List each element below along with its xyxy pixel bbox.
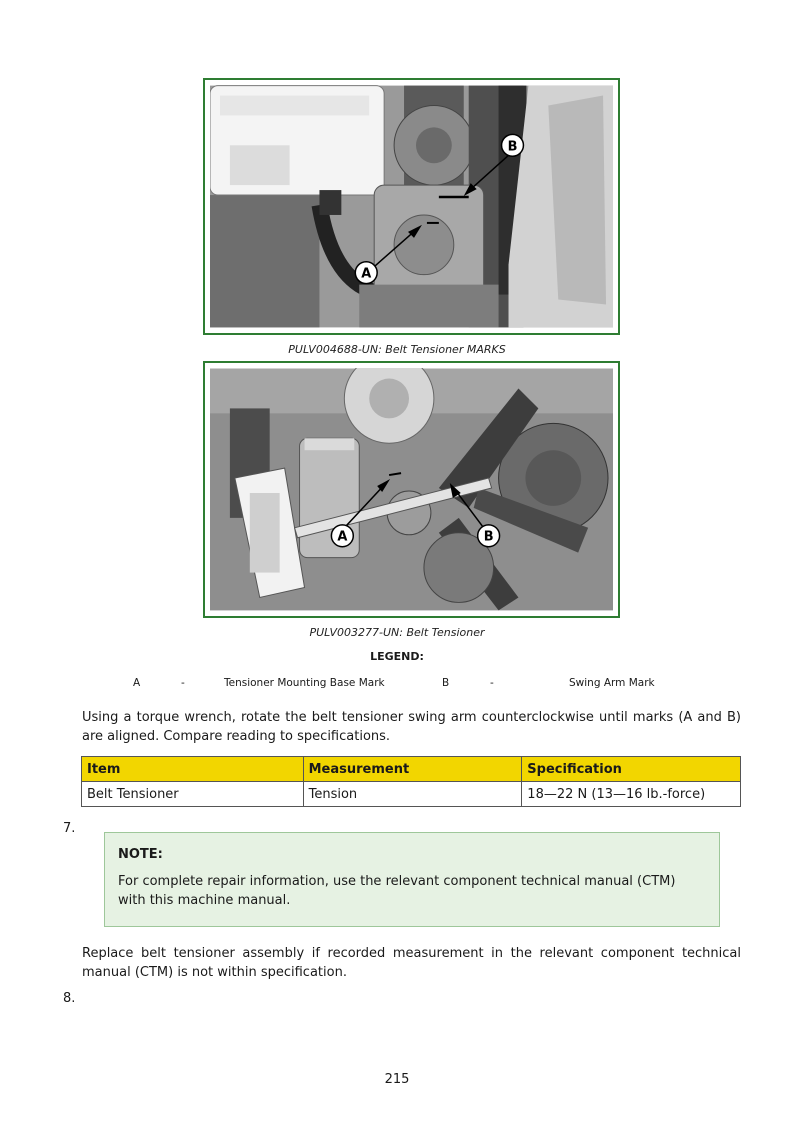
note-text: For complete repair information, use the relevant component technical manual (CTM) with this machine manual. bbox=[118, 874, 676, 908]
legend-title: LEGEND: bbox=[370, 650, 424, 663]
note-box bbox=[104, 832, 720, 927]
column-header-item: Item bbox=[82, 757, 304, 782]
figure-belt-tensioner-marks bbox=[203, 78, 620, 335]
column-header-measurement: Measurement bbox=[303, 757, 522, 782]
legend-key-b: B bbox=[442, 677, 450, 689]
step-number-7: 7. bbox=[63, 821, 76, 836]
figure-caption: PULV003277-UN: Belt Tensioner bbox=[309, 626, 485, 639]
callout-b-label: B bbox=[507, 139, 518, 155]
note-title: NOTE: bbox=[118, 847, 163, 862]
table-cell: 18—22 N (13—16 lb.-force) bbox=[522, 782, 741, 807]
callout-a-label: A bbox=[361, 266, 372, 282]
callout-b-label: B bbox=[483, 529, 494, 545]
callout-a-label: A bbox=[337, 529, 348, 545]
figure-caption: PULV004688-UN: Belt Tensioner MARKS bbox=[288, 343, 506, 356]
specification-table bbox=[81, 756, 741, 807]
legend-key-a: A bbox=[133, 677, 141, 689]
table-cell: Belt Tensioner bbox=[82, 782, 304, 807]
table-row bbox=[82, 782, 741, 807]
column-header-specification: Specification bbox=[522, 757, 741, 782]
figure-belt-tensioner bbox=[203, 361, 620, 618]
page-number: 215 bbox=[384, 1072, 410, 1087]
legend-label-a: Tensioner Mounting Base Mark bbox=[224, 677, 385, 689]
legend-separator: - bbox=[181, 677, 185, 689]
table-header-row bbox=[82, 757, 741, 782]
instruction-paragraph: Using a torque wrench, rotate the belt tensioner swing arm counterclockwise until marks (A and B) are aligned. Compare reading to specifications. bbox=[82, 710, 741, 744]
step-number-8: 8. bbox=[63, 991, 76, 1006]
replace-paragraph: Replace belt tensioner assembly if recorded measurement in the relevant component technical manual (CTM) is not within specification. bbox=[82, 946, 741, 980]
belt-tensioner-marks-illustration bbox=[210, 85, 613, 328]
belt-tensioner-illustration bbox=[210, 368, 613, 611]
table-cell: Tension bbox=[303, 782, 522, 807]
legend-separator: - bbox=[490, 677, 494, 689]
legend-label-b: Swing Arm Mark bbox=[569, 677, 655, 689]
